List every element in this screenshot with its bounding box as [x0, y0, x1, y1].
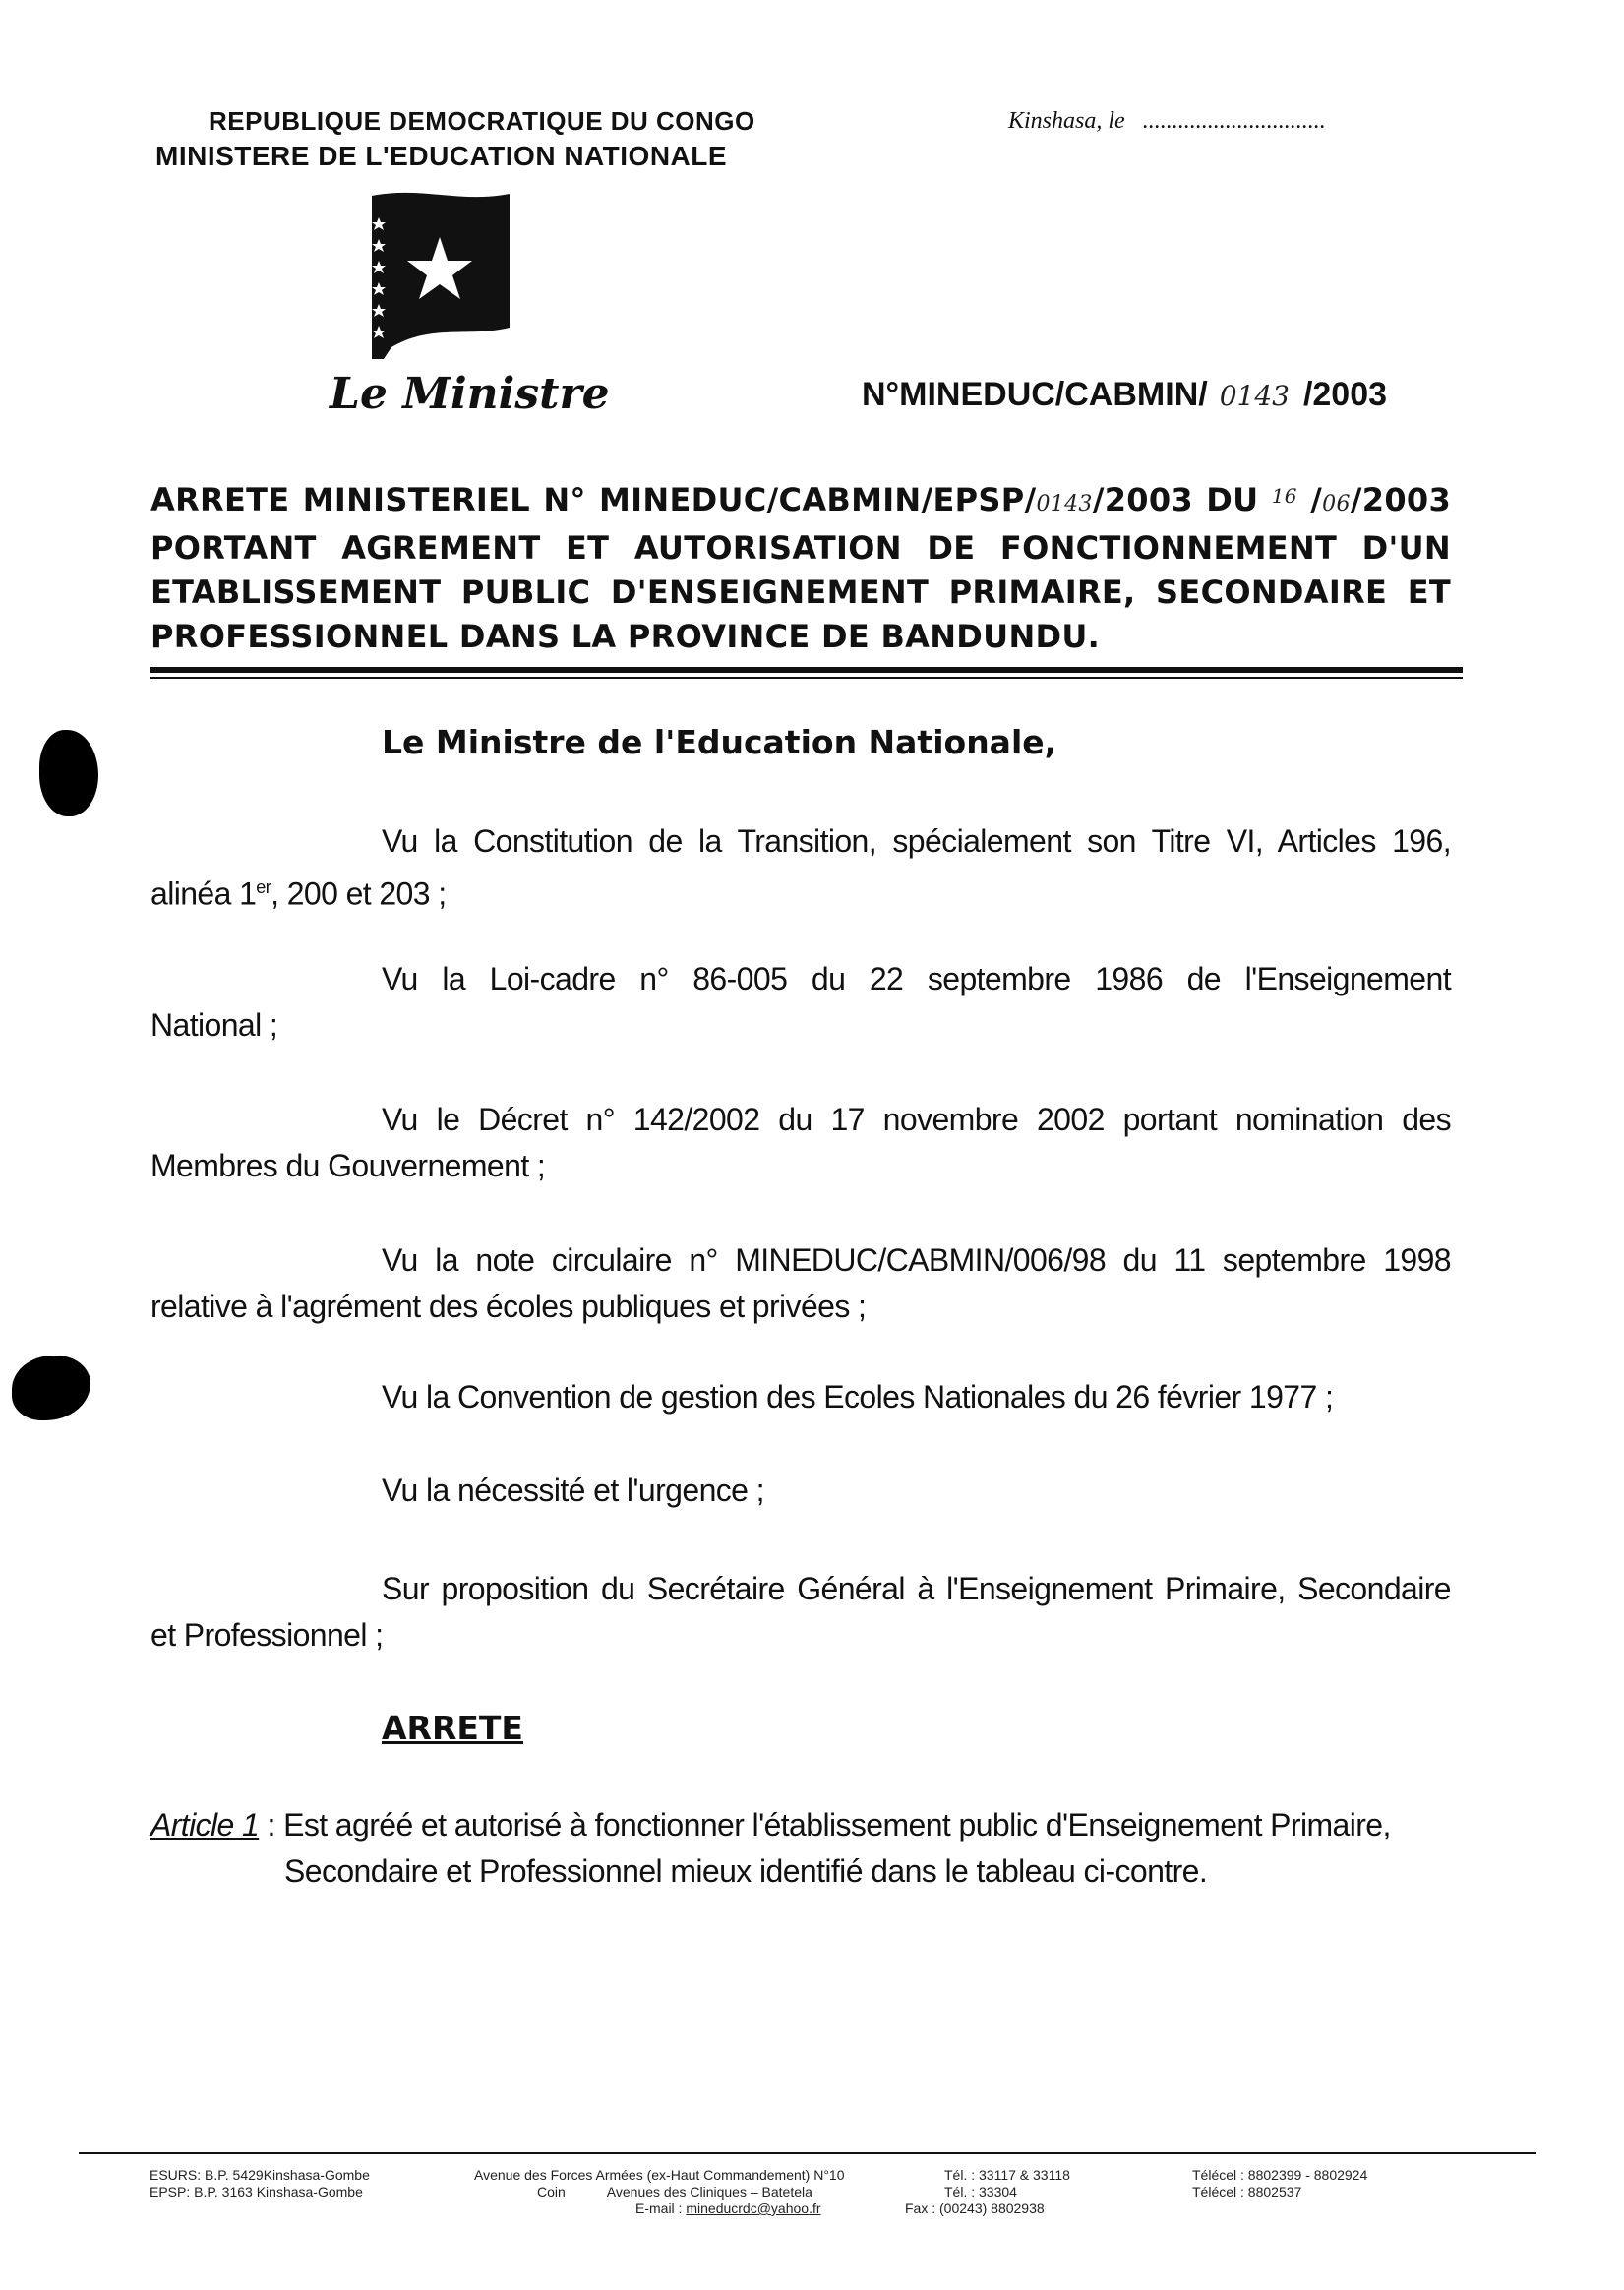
reference-number	[862, 376, 1387, 414]
vu-constitution	[150, 818, 1451, 918]
title-divider-thin	[150, 677, 1463, 679]
footer-rule	[79, 2152, 1536, 2154]
vu-note-line-1: Vu la note circulaire n° MINEDUC/CABMIN/006/98 du 11 septembre 1998	[382, 1242, 1451, 1278]
footer-fax: Fax : (00243) 8802938	[905, 2200, 1045, 2216]
body-heading: Le Ministre de l'Education Nationale,	[382, 723, 1057, 761]
vu-note-circulaire	[150, 1237, 1451, 1330]
ref-suffix: /2003	[1302, 376, 1388, 413]
vu-constitution-line-2: alinéa 1er, 200 et 203 ;	[150, 875, 447, 912]
footer-tel-2: Tél. : 33304	[944, 2184, 1017, 2200]
footer-epsp: EPSP: B.P. 3163 Kinshasa-Gombe	[150, 2184, 363, 2200]
vu-decret-line-1: Vu le Décret n° 142/2002 du 17 novembre 2002 portant nomination des	[382, 1102, 1451, 1137]
article-1	[150, 1802, 1391, 1895]
flag-emblem-icon	[362, 190, 519, 359]
title-hand-month: 06	[1322, 492, 1351, 516]
footer-postal	[150, 2167, 370, 2200]
title-hand-day: 16	[1271, 484, 1297, 508]
article-1-label: Article 1	[150, 1807, 260, 1842]
article-1-line-1: Article 1 : Est agréé et autorisé à fonctionner l'établissement public d'Enseignement Primaire,	[150, 1807, 1391, 1842]
vu-loi-cadre-line-2: National ;	[150, 1007, 278, 1043]
footer-tel-1: Tél. : 33117 & 33118	[944, 2167, 1070, 2183]
title-line-3: ETABLISSEMENT PUBLIC D'ENSEIGNEMENT PRIMAIRE, SECONDAIRE ET	[150, 573, 1451, 611]
place-date	[1008, 108, 1326, 135]
footer-avenue: Avenue des Forces Armées (ex-Haut Commandement) N°10	[474, 2167, 845, 2183]
footer-telecel-2: Télécel : 8802537	[1192, 2184, 1302, 2200]
sur-proposition-line-2: et Professionnel ;	[150, 1617, 384, 1653]
footer-phones	[905, 2167, 1070, 2217]
minister-signature: Le Ministre	[330, 369, 610, 419]
place-date-dots: ...............................	[1142, 108, 1326, 134]
footer-email-link[interactable]: mineducrdc@yahoo.fr	[686, 2200, 821, 2216]
title-line-4: PROFESSIONNEL DANS LA PROVINCE DE BANDUNDU.	[150, 618, 1101, 655]
footer-email: E-mail : mineducrdc@yahoo.fr	[635, 2200, 821, 2216]
vu-loi-cadre-line-1: Vu la Loi-cadre n° 86-005 du 22 septembre 1986 de l'Enseignement	[382, 961, 1451, 996]
vu-loi-cadre	[150, 956, 1451, 1049]
ministry-heading: MINISTERE DE L'EDUCATION NATIONALE	[155, 141, 728, 171]
vu-convention: Vu la Convention de gestion des Ecoles Nationales du 26 février 1977 ;	[382, 1379, 1334, 1415]
superscript-er: er	[256, 877, 271, 897]
footer-telecel-1: Télécel : 8802399 - 8802924	[1192, 2167, 1368, 2183]
punch-hole-bottom	[12, 1356, 90, 1420]
title-line-2: PORTANT AGREMENT ET AUTORISATION DE FONCTIONNEMENT D'UN	[150, 529, 1451, 567]
article-1-line-2: Secondaire et Professionnel mieux identifié dans le tableau ci-contre.	[284, 1853, 1208, 1889]
vu-note-line-2: relative à l'agrément des écoles publiques et privées ;	[150, 1289, 867, 1324]
title-divider	[150, 667, 1463, 673]
sur-proposition	[150, 1566, 1451, 1658]
title-line-1: ARRETE MINISTERIEL N° MINEDUC/CABMIN/EPSP/0143/2003 DU $^{16}$ /06/2003	[150, 481, 1452, 518]
title-hand-number: 0143	[1036, 492, 1093, 516]
sur-proposition-line-1: Sur proposition du Secrétaire Général à l'Enseignement Primaire, Secondaire	[382, 1571, 1451, 1606]
vu-decret	[150, 1097, 1451, 1189]
decree-title	[150, 474, 1451, 659]
footer-address	[474, 2167, 845, 2217]
punch-hole-top	[39, 730, 98, 816]
arrete-heading: ARRETE	[382, 1709, 523, 1747]
ref-handwritten: 0143	[1219, 380, 1290, 412]
footer-esurs: ESURS: B.P. 5429Kinshasa-Gombe	[150, 2167, 370, 2183]
vu-decret-line-2: Membres du Gouvernement ;	[150, 1148, 546, 1183]
vu-necessite: Vu la nécessité et l'urgence ;	[382, 1473, 764, 1508]
footer-coin: Coin Avenues des Cliniques – Batetela	[537, 2184, 812, 2200]
footer-mobiles	[1192, 2167, 1367, 2200]
ref-prefix: N°MINEDUC/CABMIN/	[862, 376, 1208, 413]
republic-heading: REPUBLIQUE DEMOCRATIQUE DU CONGO	[209, 106, 755, 136]
vu-constitution-line-1: Vu la Constitution de la Transition, spécialement son Titre VI, Articles 196,	[382, 823, 1451, 859]
place-date-label: Kinshasa, le	[1008, 108, 1125, 134]
